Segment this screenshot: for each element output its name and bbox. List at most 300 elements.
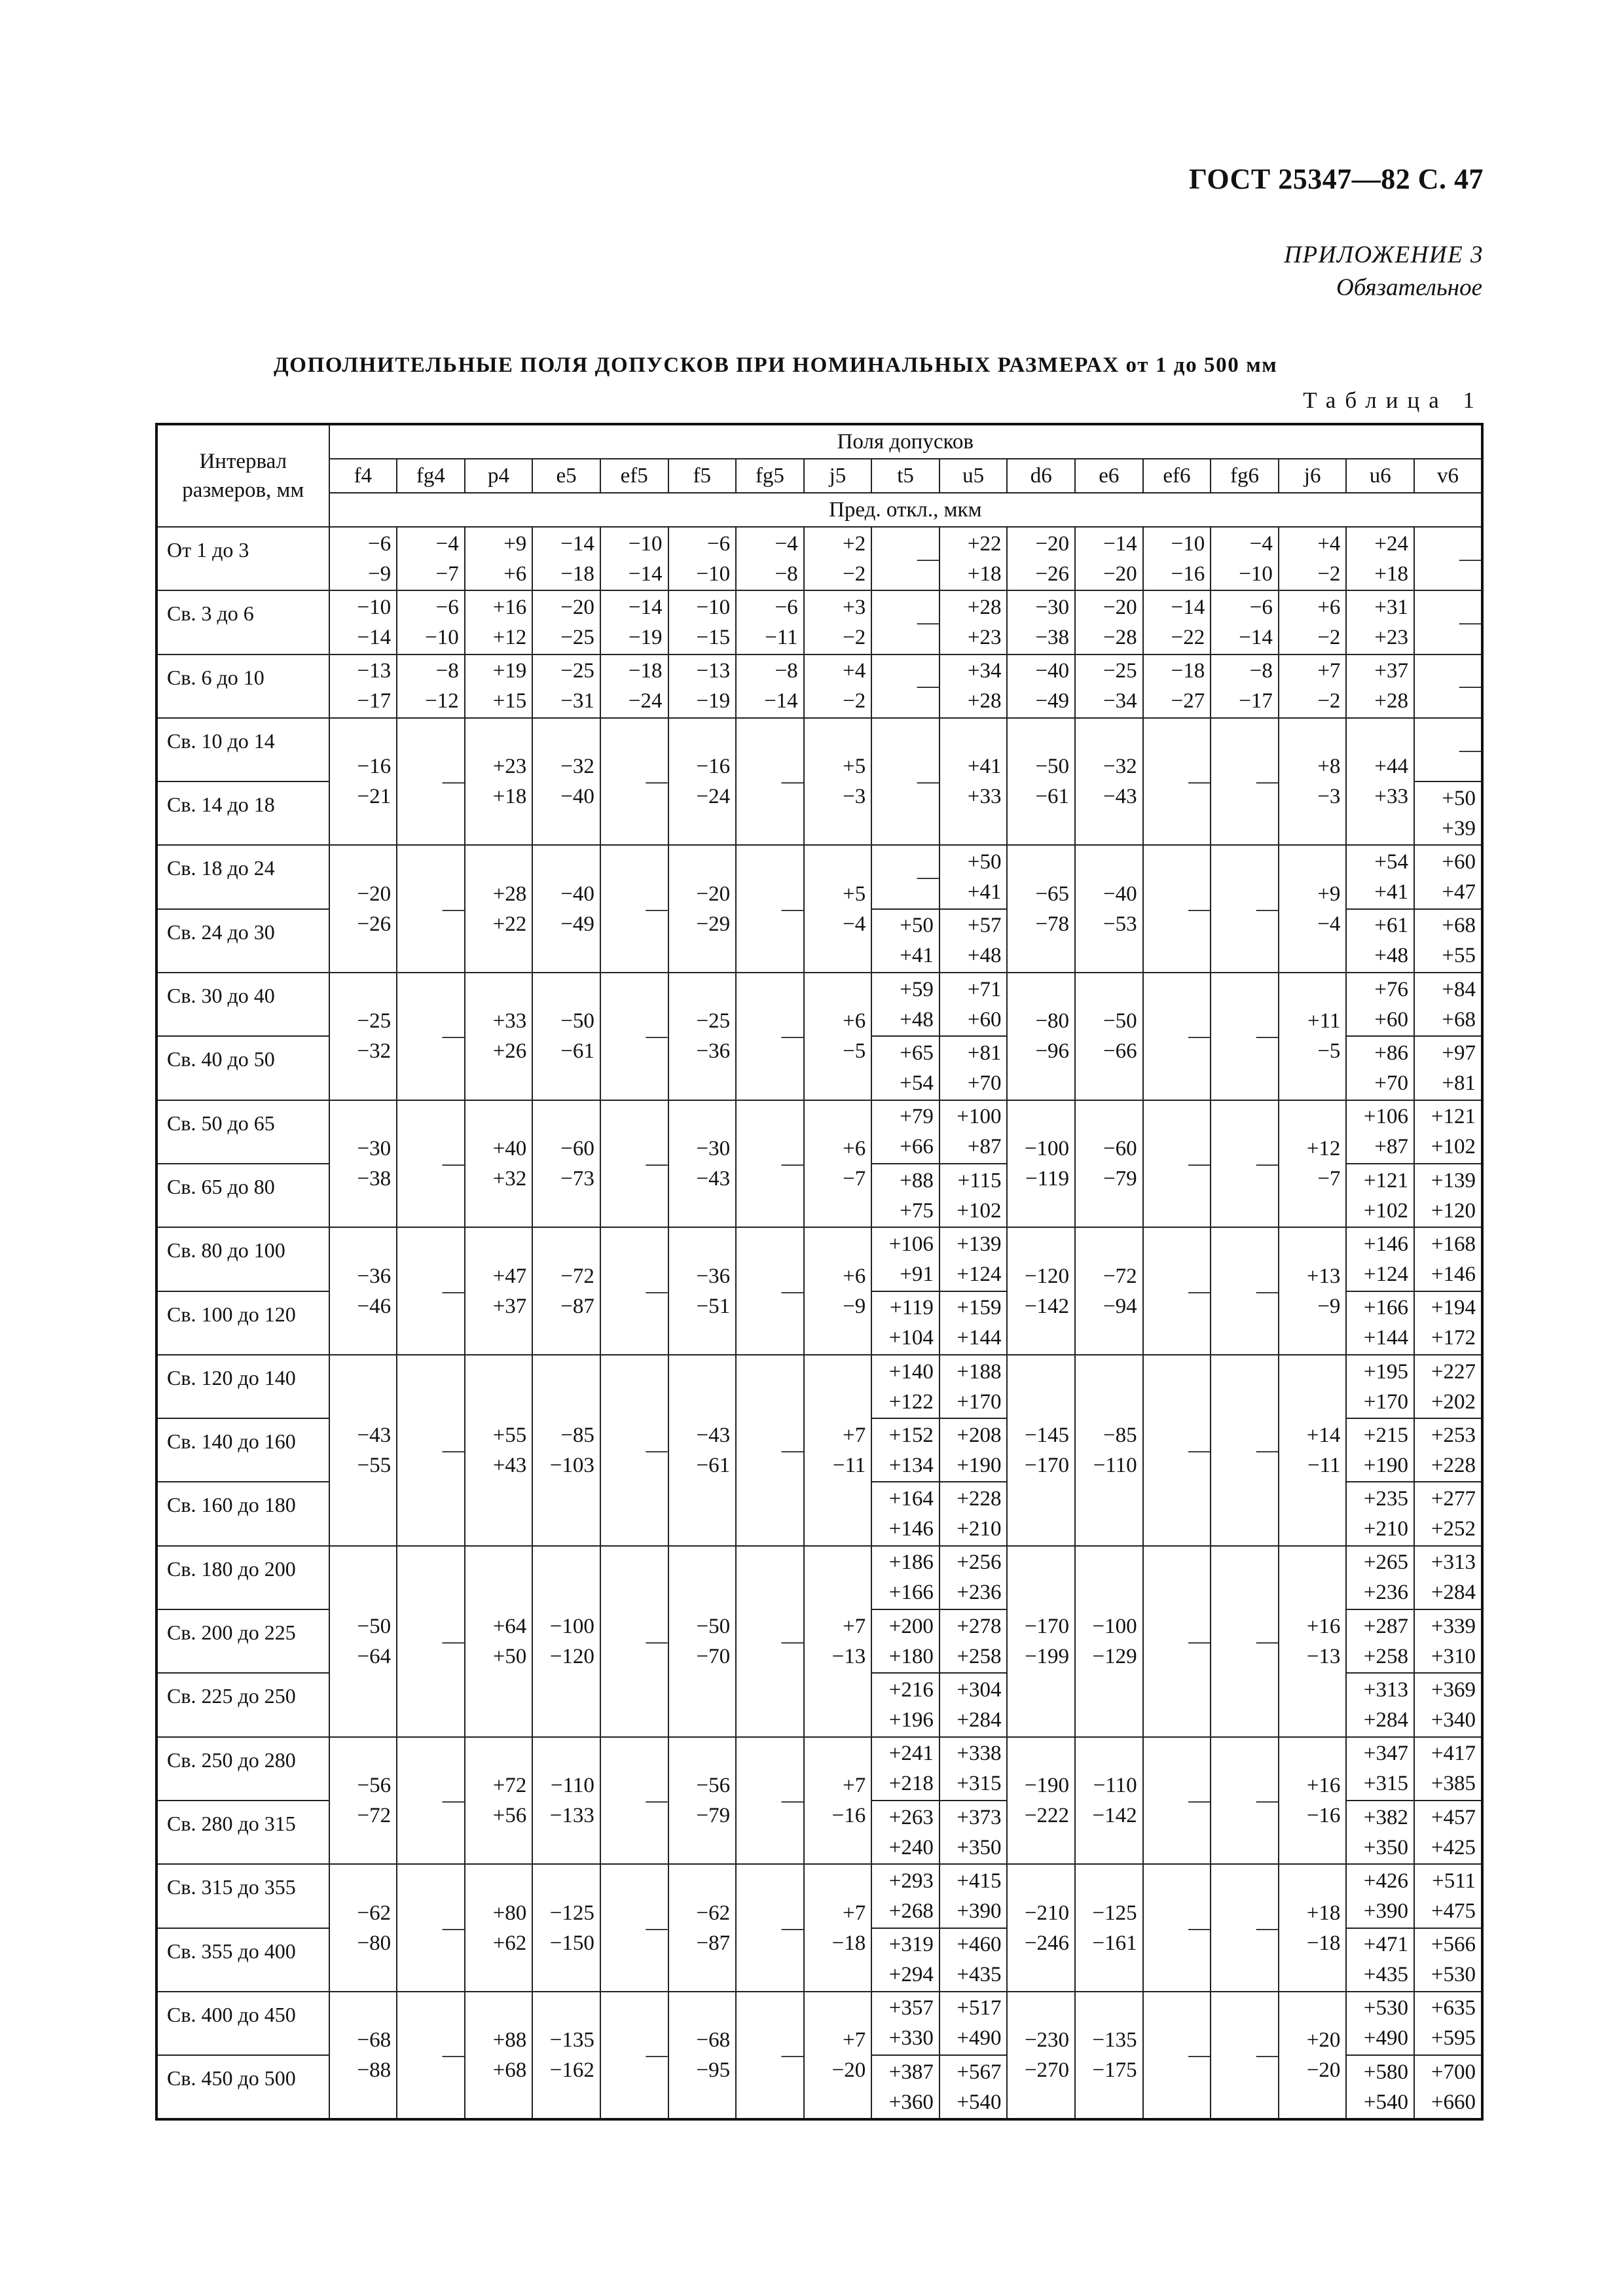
value-cell: −14 −18: [532, 527, 600, 590]
value-cell: +566 +530: [1414, 1928, 1482, 1992]
value-cell: +24 +18: [1346, 527, 1414, 590]
interval-cell: Св. 120 до 140: [156, 1355, 329, 1418]
value-cell: —: [736, 1864, 804, 1992]
value-cell: −25 −34: [1075, 655, 1143, 718]
value-cell: +40 +32: [465, 1100, 533, 1228]
value-cell: +215 +190: [1346, 1418, 1414, 1482]
value-cell: −36 −46: [329, 1227, 397, 1355]
value-cell: —: [1414, 718, 1482, 781]
value-cell: —: [736, 973, 804, 1100]
interval-cell: Св. 10 до 14: [156, 718, 329, 781]
value-cell: +97 +81: [1414, 1036, 1482, 1100]
value-cell: +417 +385: [1414, 1737, 1482, 1801]
value-cell: +415 +390: [939, 1864, 1008, 1928]
value-cell: +426 +390: [1346, 1864, 1414, 1928]
value-cell: —: [397, 718, 465, 846]
value-cell: —: [1143, 1737, 1211, 1865]
value-cell: +208 +190: [939, 1418, 1008, 1482]
value-cell: —: [1143, 1355, 1211, 1546]
interval-header: Интервал размеров, мм: [156, 424, 329, 527]
table-row: [156, 1864, 1482, 1928]
value-cell: −40 −49: [532, 845, 600, 973]
value-cell: −16 −24: [668, 718, 737, 846]
value-cell: —: [736, 1100, 804, 1228]
value-cell: +319 +294: [871, 1928, 939, 1992]
annex-status: Обязательное: [1336, 274, 1482, 301]
value-cell: +50 +41: [871, 909, 939, 973]
value-cell: +369 +340: [1414, 1673, 1482, 1736]
field-header: j6: [1279, 459, 1347, 493]
value-cell: −18 −24: [600, 655, 668, 718]
value-cell: +88 +68: [465, 1992, 533, 2120]
value-cell: −170 −199: [1007, 1546, 1075, 1737]
interval-cell: Св. 40 до 50: [156, 1036, 329, 1100]
value-cell: +8 −3: [1279, 718, 1347, 846]
field-header: e5: [532, 459, 600, 493]
value-cell: —: [1211, 1227, 1279, 1355]
value-cell: −40 −53: [1075, 845, 1143, 973]
field-header: e6: [1075, 459, 1143, 493]
value-cell: −210 −246: [1007, 1864, 1075, 1992]
interval-cell: Св. 6 до 10: [156, 655, 329, 718]
field-header: fg5: [736, 459, 804, 493]
value-cell: +7 −16: [804, 1737, 872, 1865]
value-cell: −10 −14: [329, 590, 397, 654]
value-cell: −8 −14: [736, 655, 804, 718]
value-cell: —: [397, 1992, 465, 2120]
value-cell: −6 −10: [668, 527, 737, 590]
field-header: fg4: [397, 459, 465, 493]
value-cell: —: [397, 1546, 465, 1737]
value-cell: —: [1211, 1546, 1279, 1737]
value-cell: +84 +68: [1414, 973, 1482, 1036]
value-cell: +278 +258: [939, 1609, 1008, 1673]
value-cell: —: [871, 527, 939, 590]
value-cell: —: [1143, 1227, 1211, 1355]
value-cell: +37 +28: [1346, 655, 1414, 718]
value-cell: +382 +350: [1346, 1801, 1414, 1864]
value-cell: −10 −14: [600, 527, 668, 590]
value-cell: +200 +180: [871, 1609, 939, 1673]
interval-cell: Св. 160 до 180: [156, 1482, 329, 1545]
table-row: [156, 1227, 1482, 1291]
value-cell: +16 +12: [465, 590, 533, 654]
value-cell: —: [397, 973, 465, 1100]
value-cell: —: [397, 1355, 465, 1546]
value-cell: −40 −49: [1007, 655, 1075, 718]
value-cell: +195 +170: [1346, 1355, 1414, 1418]
value-cell: −36 −51: [668, 1227, 737, 1355]
value-cell: +517 +490: [939, 1992, 1008, 2055]
field-header: j5: [804, 459, 872, 493]
table-row: [156, 1737, 1482, 1801]
value-cell: −6 −10: [397, 590, 465, 654]
value-cell: +253 +228: [1414, 1418, 1482, 1482]
value-cell: +146 +124: [1346, 1227, 1414, 1291]
value-cell: —: [1211, 845, 1279, 973]
value-cell: −30 −43: [668, 1100, 737, 1228]
value-cell: −120 −142: [1007, 1227, 1075, 1355]
value-cell: −32 −40: [532, 718, 600, 846]
field-header: v6: [1414, 459, 1482, 493]
value-cell: —: [1211, 973, 1279, 1100]
value-cell: +12 −7: [1279, 1100, 1347, 1228]
interval-cell: Св. 50 до 65: [156, 1100, 329, 1164]
value-cell: −13 −19: [668, 655, 737, 718]
value-cell: +580 +540: [1346, 2055, 1414, 2119]
value-cell: −125 −161: [1075, 1864, 1143, 1992]
value-cell: +235 +210: [1346, 1482, 1414, 1545]
value-cell: +530 +490: [1346, 1992, 1414, 2055]
value-cell: −13 −17: [329, 655, 397, 718]
field-header: fg6: [1211, 459, 1279, 493]
value-cell: —: [1211, 718, 1279, 846]
value-cell: +164 +146: [871, 1482, 939, 1545]
value-cell: —: [397, 1100, 465, 1228]
value-cell: +635 +595: [1414, 1992, 1482, 2055]
field-header: f4: [329, 459, 397, 493]
value-cell: −14 −20: [1075, 527, 1143, 590]
value-cell: +159 +144: [939, 1291, 1008, 1355]
value-cell: +57 +48: [939, 909, 1008, 973]
value-cell: +186 +166: [871, 1546, 939, 1609]
value-cell: +44 +33: [1346, 718, 1414, 846]
value-cell: −50 −70: [668, 1546, 737, 1737]
value-cell: −100 −119: [1007, 1100, 1075, 1228]
value-cell: —: [1143, 718, 1211, 846]
value-cell: —: [1414, 655, 1482, 718]
table-row: [156, 845, 1482, 908]
value-cell: −60 −79: [1075, 1100, 1143, 1228]
value-cell: +228 +210: [939, 1482, 1008, 1545]
value-cell: −8 −17: [1211, 655, 1279, 718]
value-cell: +313 +284: [1414, 1546, 1482, 1609]
value-cell: +47 +37: [465, 1227, 533, 1355]
value-cell: +313 +284: [1346, 1673, 1414, 1736]
group-header: Поля допусков: [329, 424, 1482, 459]
value-cell: +2 −2: [804, 527, 872, 590]
interval-cell: Св. 140 до 160: [156, 1418, 329, 1482]
value-cell: +28 +23: [939, 590, 1008, 654]
value-cell: −135 −175: [1075, 1992, 1143, 2120]
value-cell: +287 +258: [1346, 1609, 1414, 1673]
value-cell: —: [871, 655, 939, 718]
value-cell: +60 +47: [1414, 845, 1482, 908]
value-cell: —: [397, 1864, 465, 1992]
value-cell: −56 −72: [329, 1737, 397, 1865]
value-cell: −25 −31: [532, 655, 600, 718]
value-cell: +3 −2: [804, 590, 872, 654]
value-cell: −50 −61: [1007, 718, 1075, 846]
value-cell: +4 −2: [804, 655, 872, 718]
value-cell: +121 +102: [1346, 1164, 1414, 1227]
value-cell: +373 +350: [939, 1801, 1008, 1864]
value-cell: +59 +48: [871, 973, 939, 1036]
value-cell: +7 −20: [804, 1992, 872, 2120]
interval-cell: Св. 280 до 315: [156, 1801, 329, 1864]
value-cell: —: [1143, 1992, 1211, 2120]
value-cell: +168 +146: [1414, 1227, 1482, 1291]
value-cell: +41 +33: [939, 718, 1008, 846]
value-cell: −20 −28: [1075, 590, 1143, 654]
field-header: t5: [871, 459, 939, 493]
field-header: ef6: [1143, 459, 1211, 493]
value-cell: −18 −27: [1143, 655, 1211, 718]
value-cell: −125 −150: [532, 1864, 600, 1992]
value-cell: +71 +60: [939, 973, 1008, 1036]
value-cell: +64 +50: [465, 1546, 533, 1737]
value-cell: —: [600, 718, 668, 846]
value-cell: +18 −18: [1279, 1864, 1347, 1992]
value-cell: −85 −110: [1075, 1355, 1143, 1546]
value-cell: +387 +360: [871, 2055, 939, 2119]
value-cell: —: [871, 590, 939, 654]
value-cell: −14 −19: [600, 590, 668, 654]
value-cell: —: [736, 845, 804, 973]
interval-cell: От 1 до 3: [156, 527, 329, 590]
value-cell: +9 −4: [1279, 845, 1347, 973]
value-cell: —: [736, 1227, 804, 1355]
value-cell: +457 +425: [1414, 1801, 1482, 1864]
value-cell: —: [1211, 1100, 1279, 1228]
value-cell: +471 +435: [1346, 1928, 1414, 1992]
field-header: u6: [1346, 459, 1414, 493]
value-cell: +20 −20: [1279, 1992, 1347, 2120]
table-row: [156, 527, 1482, 590]
value-cell: +106 +87: [1346, 1100, 1414, 1164]
value-cell: +106 +91: [871, 1227, 939, 1291]
value-cell: −10 −15: [668, 590, 737, 654]
value-cell: —: [736, 1355, 804, 1546]
value-cell: —: [1143, 845, 1211, 973]
value-cell: −135 −162: [532, 1992, 600, 2120]
value-cell: −4 −8: [736, 527, 804, 590]
value-cell: −10 −16: [1143, 527, 1211, 590]
value-cell: −4 −7: [397, 527, 465, 590]
value-cell: −20 −25: [532, 590, 600, 654]
value-cell: +121 +102: [1414, 1100, 1482, 1164]
value-cell: −8 −12: [397, 655, 465, 718]
value-cell: −43 −55: [329, 1355, 397, 1546]
value-cell: +100 +87: [939, 1100, 1008, 1164]
field-header: d6: [1007, 459, 1075, 493]
value-cell: +50 +41: [939, 845, 1008, 908]
value-cell: −65 −78: [1007, 845, 1075, 973]
value-cell: −16 −21: [329, 718, 397, 846]
value-cell: +304 +284: [939, 1673, 1008, 1736]
value-cell: −6 −11: [736, 590, 804, 654]
value-cell: +139 +124: [939, 1227, 1008, 1291]
interval-cell: Св. 400 до 450: [156, 1992, 329, 2055]
value-cell: +119 +104: [871, 1291, 939, 1355]
value-cell: —: [871, 718, 939, 846]
value-cell: —: [736, 718, 804, 846]
value-cell: +216 +196: [871, 1673, 939, 1736]
value-cell: —: [1211, 1355, 1279, 1546]
table-row: [156, 718, 1482, 781]
value-cell: −30 −38: [1007, 590, 1075, 654]
table-row: [156, 590, 1482, 654]
value-cell: —: [1143, 1864, 1211, 1992]
value-cell: —: [600, 1100, 668, 1228]
value-cell: +50 +39: [1414, 781, 1482, 845]
value-cell: +263 +240: [871, 1801, 939, 1864]
value-cell: −32 −43: [1075, 718, 1143, 846]
value-cell: —: [600, 1546, 668, 1737]
value-cell: −50 −66: [1075, 973, 1143, 1100]
value-cell: —: [1211, 1737, 1279, 1865]
interval-cell: Св. 80 до 100: [156, 1227, 329, 1291]
value-cell: —: [600, 1992, 668, 2120]
value-cell: +9 +6: [465, 527, 533, 590]
value-cell: +14 −11: [1279, 1355, 1347, 1546]
interval-cell: Св. 14 до 18: [156, 781, 329, 845]
value-cell: +6 −2: [1279, 590, 1347, 654]
value-cell: −6 −9: [329, 527, 397, 590]
interval-cell: Св. 100 до 120: [156, 1291, 329, 1355]
value-cell: −190 −222: [1007, 1737, 1075, 1865]
field-header: ef5: [600, 459, 668, 493]
value-cell: +5 −3: [804, 718, 872, 846]
value-cell: +7 −13: [804, 1546, 872, 1737]
value-cell: −30 −38: [329, 1100, 397, 1228]
value-cell: +194 +172: [1414, 1291, 1482, 1355]
value-cell: +31 +23: [1346, 590, 1414, 654]
value-cell: —: [1143, 973, 1211, 1100]
value-cell: −80 −96: [1007, 973, 1075, 1100]
value-cell: −85 −103: [532, 1355, 600, 1546]
value-cell: −68 −88: [329, 1992, 397, 2120]
value-cell: —: [397, 1227, 465, 1355]
value-cell: +152 +134: [871, 1418, 939, 1482]
value-cell: +241 +218: [871, 1737, 939, 1801]
table-row: [156, 1546, 1482, 1609]
value-cell: +140 +122: [871, 1355, 939, 1418]
value-cell: −100 −120: [532, 1546, 600, 1737]
value-cell: +347 +315: [1346, 1737, 1414, 1801]
annex-label: ПРИЛОЖЕНИЕ 3: [1284, 242, 1484, 268]
value-cell: +61 +48: [1346, 909, 1414, 973]
value-cell: +7 −2: [1279, 655, 1347, 718]
value-cell: +511 +475: [1414, 1864, 1482, 1928]
value-cell: −25 −32: [329, 973, 397, 1100]
value-cell: —: [871, 845, 939, 908]
table-row: [156, 1355, 1482, 1418]
value-cell: —: [600, 1355, 668, 1546]
value-cell: +6 −7: [804, 1100, 872, 1228]
value-cell: +33 +26: [465, 973, 533, 1100]
value-cell: —: [397, 1737, 465, 1865]
value-cell: +338 +315: [939, 1737, 1008, 1801]
interval-cell: Св. 3 до 6: [156, 590, 329, 654]
value-cell: −20 −26: [329, 845, 397, 973]
value-cell: −6 −14: [1211, 590, 1279, 654]
value-cell: −20 −26: [1007, 527, 1075, 590]
value-cell: +34 +28: [939, 655, 1008, 718]
value-cell: —: [600, 1737, 668, 1865]
interval-cell: Св. 225 до 250: [156, 1673, 329, 1736]
value-cell: +460 +435: [939, 1928, 1008, 1992]
value-cell: +22 +18: [939, 527, 1008, 590]
interval-cell: Св. 18 до 24: [156, 845, 329, 908]
value-cell: +5 −4: [804, 845, 872, 973]
value-cell: +256 +236: [939, 1546, 1008, 1609]
document-header: ГОСТ 25347—82 С. 47: [1188, 163, 1484, 195]
interval-cell: Св. 180 до 200: [156, 1546, 329, 1609]
value-cell: +86 +70: [1346, 1036, 1414, 1100]
value-cell: −145 −170: [1007, 1355, 1075, 1546]
value-cell: +357 +330: [871, 1992, 939, 2055]
interval-cell: Св. 200 до 225: [156, 1609, 329, 1673]
value-cell: —: [600, 1227, 668, 1355]
value-cell: +6 −5: [804, 973, 872, 1100]
interval-cell: Св. 24 до 30: [156, 909, 329, 973]
value-cell: −72 −94: [1075, 1227, 1143, 1355]
value-cell: —: [736, 1737, 804, 1865]
value-cell: —: [1143, 1100, 1211, 1228]
value-cell: +4 −2: [1279, 527, 1347, 590]
value-cell: −110 −142: [1075, 1737, 1143, 1865]
value-cell: −100 −129: [1075, 1546, 1143, 1737]
interval-cell: Св. 450 до 500: [156, 2055, 329, 2119]
value-cell: +19 +15: [465, 655, 533, 718]
value-cell: +700 +660: [1414, 2055, 1482, 2119]
value-cell: −25 −36: [668, 973, 737, 1100]
value-cell: +88 +75: [871, 1164, 939, 1227]
interval-cell: Св. 65 до 80: [156, 1164, 329, 1227]
field-header: u5: [939, 459, 1008, 493]
value-cell: +265 +236: [1346, 1546, 1414, 1609]
value-cell: −68 −95: [668, 1992, 737, 2120]
value-cell: −50 −61: [532, 973, 600, 1100]
value-cell: +54 +41: [1346, 845, 1414, 908]
value-cell: —: [600, 1864, 668, 1992]
value-cell: +339 +310: [1414, 1609, 1482, 1673]
value-cell: +72 +56: [465, 1737, 533, 1865]
value-cell: +16 −13: [1279, 1546, 1347, 1737]
tolerance-table: [155, 423, 1484, 2121]
value-cell: +80 +62: [465, 1864, 533, 1992]
value-cell: −56 −79: [668, 1737, 737, 1865]
value-cell: +16 −16: [1279, 1737, 1347, 1865]
interval-cell: Св. 30 до 40: [156, 973, 329, 1036]
value-cell: −230 −270: [1007, 1992, 1075, 2120]
value-cell: −62 −80: [329, 1864, 397, 1992]
value-cell: −43 −61: [668, 1355, 737, 1546]
value-cell: −110 −133: [532, 1737, 600, 1865]
value-cell: +79 +66: [871, 1100, 939, 1164]
value-cell: +7 −18: [804, 1864, 872, 1992]
value-cell: +23 +18: [465, 718, 533, 846]
value-cell: −62 −87: [668, 1864, 737, 1992]
value-cell: —: [397, 845, 465, 973]
table-row: [156, 973, 1482, 1036]
interval-cell: Св. 355 до 400: [156, 1928, 329, 1992]
value-cell: +277 +252: [1414, 1482, 1482, 1545]
value-cell: +6 −9: [804, 1227, 872, 1355]
interval-cell: Св. 250 до 280: [156, 1737, 329, 1801]
table-row: [156, 655, 1482, 718]
value-cell: +28 +22: [465, 845, 533, 973]
table-row: [156, 1100, 1482, 1164]
value-cell: +227 +202: [1414, 1355, 1482, 1418]
value-cell: +567 +540: [939, 2055, 1008, 2119]
value-cell: —: [1211, 1992, 1279, 2120]
value-cell: −4 −10: [1211, 527, 1279, 590]
value-cell: −60 −73: [532, 1100, 600, 1228]
interval-cell: Св. 315 до 355: [156, 1864, 329, 1928]
units-header: Пред. откл., мкм: [329, 493, 1482, 527]
